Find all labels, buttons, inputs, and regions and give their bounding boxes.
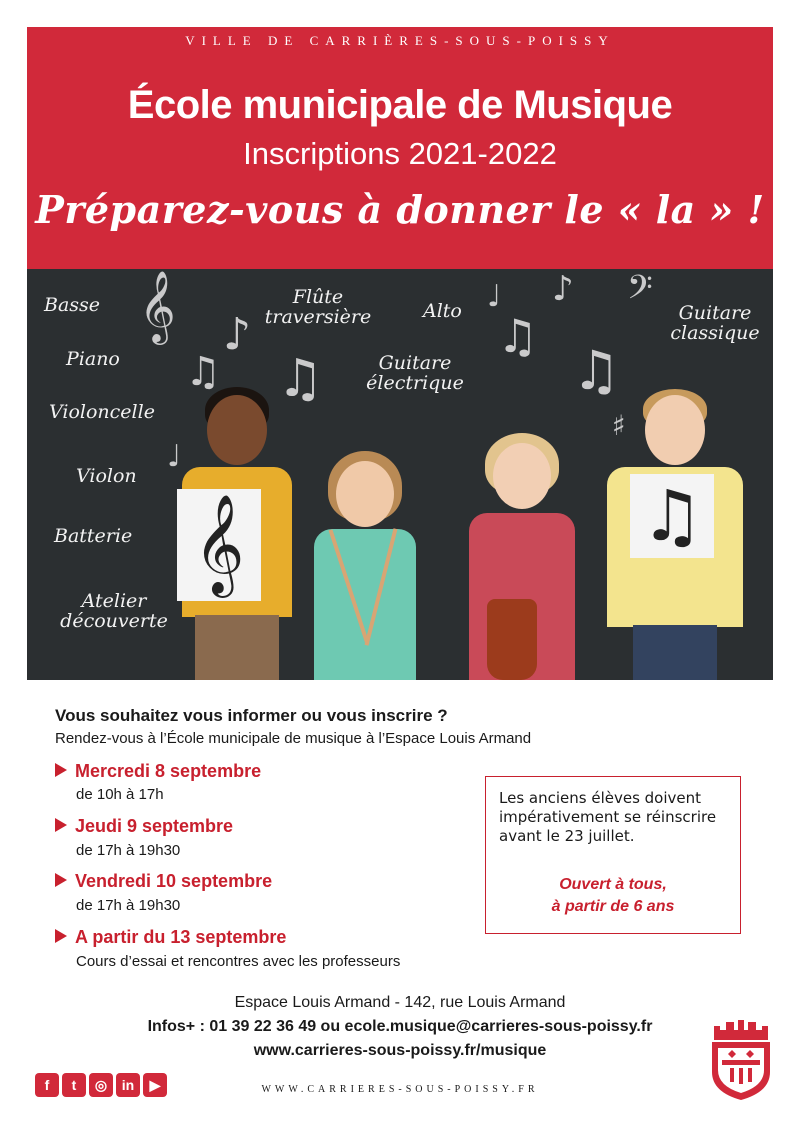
beamed-note-sheet-icon: ♫	[630, 474, 714, 558]
notice-text: Les anciens élèves doivent impérativement se réinscrire avant le 23 juillet.	[499, 789, 717, 845]
chalk-label-basse: Basse	[44, 294, 101, 316]
chalk-label-flute: Flûte traversière	[264, 286, 372, 328]
sharp-chalk-icon: ♯	[612, 409, 626, 442]
chalk-label-alto: Alto	[423, 300, 462, 322]
note-chalk-icon: ♪	[552, 269, 574, 309]
chalk-label-batterie: Batterie	[54, 525, 133, 547]
info-heading: Vous souhaitez vous informer ou vous inscrire ?	[55, 706, 448, 725]
quarter-note-chalk-icon: ♪	[223, 309, 252, 360]
schedule-time: de 17h à 19h30	[76, 897, 181, 914]
schedule-date: Jeudi 9 septembre	[55, 816, 233, 837]
note-chalk-icon: ♩	[167, 439, 182, 474]
footer-url[interactable]: WWW.CARRIERES-SOUS-POISSY.FR	[261, 1084, 539, 1095]
contact-info[interactable]: Infos+ : 01 39 22 36 49 ou ecole.musique@carrieres-sous-poissy.fr	[147, 1018, 653, 1035]
bass-clef-chalk-icon: 𝄢	[627, 269, 653, 315]
header-banner	[27, 27, 773, 269]
schedule-date: Mercredi 8 septembre	[55, 761, 261, 782]
treble-clef-chalk-icon: 𝄞	[139, 269, 176, 342]
play-triangle-icon	[55, 763, 67, 777]
beamed-notes-chalk-icon: ♫	[572, 339, 621, 402]
play-triangle-icon	[55, 873, 67, 887]
djembe-drum	[487, 599, 537, 680]
chalk-label-piano: Piano	[66, 348, 120, 370]
chalk-label-violon: Violon	[76, 465, 137, 487]
slogan: Préparez-vous à donner le « la » !	[35, 187, 765, 232]
chalk-label-guitare-electrique: Guitare électrique	[366, 352, 464, 394]
eighth-notes-chalk-icon: ♫	[185, 349, 221, 395]
city-name: VILLE DE CARRIÈRES-SOUS-POISSY	[185, 33, 615, 48]
page-subtitle: Inscriptions 2021-2022	[243, 136, 557, 171]
youtube-icon[interactable]: ▶	[143, 1073, 167, 1097]
chalk-label-violoncelle: Violoncelle	[49, 401, 155, 423]
note-chalk-icon: ♩	[487, 279, 502, 314]
instagram-icon[interactable]: ◎	[89, 1073, 113, 1097]
beamed-notes-chalk-icon: ♫	[277, 349, 324, 409]
info-subheading: Rendez-vous à l’École municipale de musique à l’Espace Louis Armand	[55, 730, 532, 747]
schedule-time: de 17h à 19h30	[76, 842, 181, 859]
address: Espace Louis Armand - 142, rue Louis Armand	[234, 994, 566, 1011]
notice-open-to-all: Ouvert à tous, à partir de 6 ans	[551, 876, 675, 915]
play-triangle-icon	[55, 929, 67, 943]
twitter-icon[interactable]: t	[62, 1073, 86, 1097]
schedule-time: de 10h à 17h	[76, 786, 164, 803]
schedule-date: A partir du 13 septembre	[55, 927, 286, 948]
schedule-time: Cours d’essai et rencontres avec les professeurs	[76, 953, 401, 970]
child-figure	[310, 451, 420, 680]
city-crest-icon	[708, 1018, 774, 1102]
page-title: École municipale de Musique	[127, 83, 673, 127]
chalk-label-atelier: Atelier découverte	[60, 590, 168, 632]
linkedin-icon[interactable]: in	[116, 1073, 140, 1097]
play-triangle-icon	[55, 818, 67, 832]
notice-box	[485, 776, 741, 934]
schedule-date: Vendredi 10 septembre	[55, 871, 272, 892]
website-link[interactable]: www.carrieres-sous-poissy.fr/musique	[253, 1042, 547, 1059]
treble-clef-sheet-icon: 𝄞	[177, 489, 261, 601]
beamed-notes-chalk-icon: ♫	[497, 309, 539, 363]
chalk-label-guitare-classique: Guitare classique	[670, 302, 760, 344]
facebook-icon[interactable]: f	[35, 1073, 59, 1097]
chalkboard-photo	[27, 269, 773, 680]
